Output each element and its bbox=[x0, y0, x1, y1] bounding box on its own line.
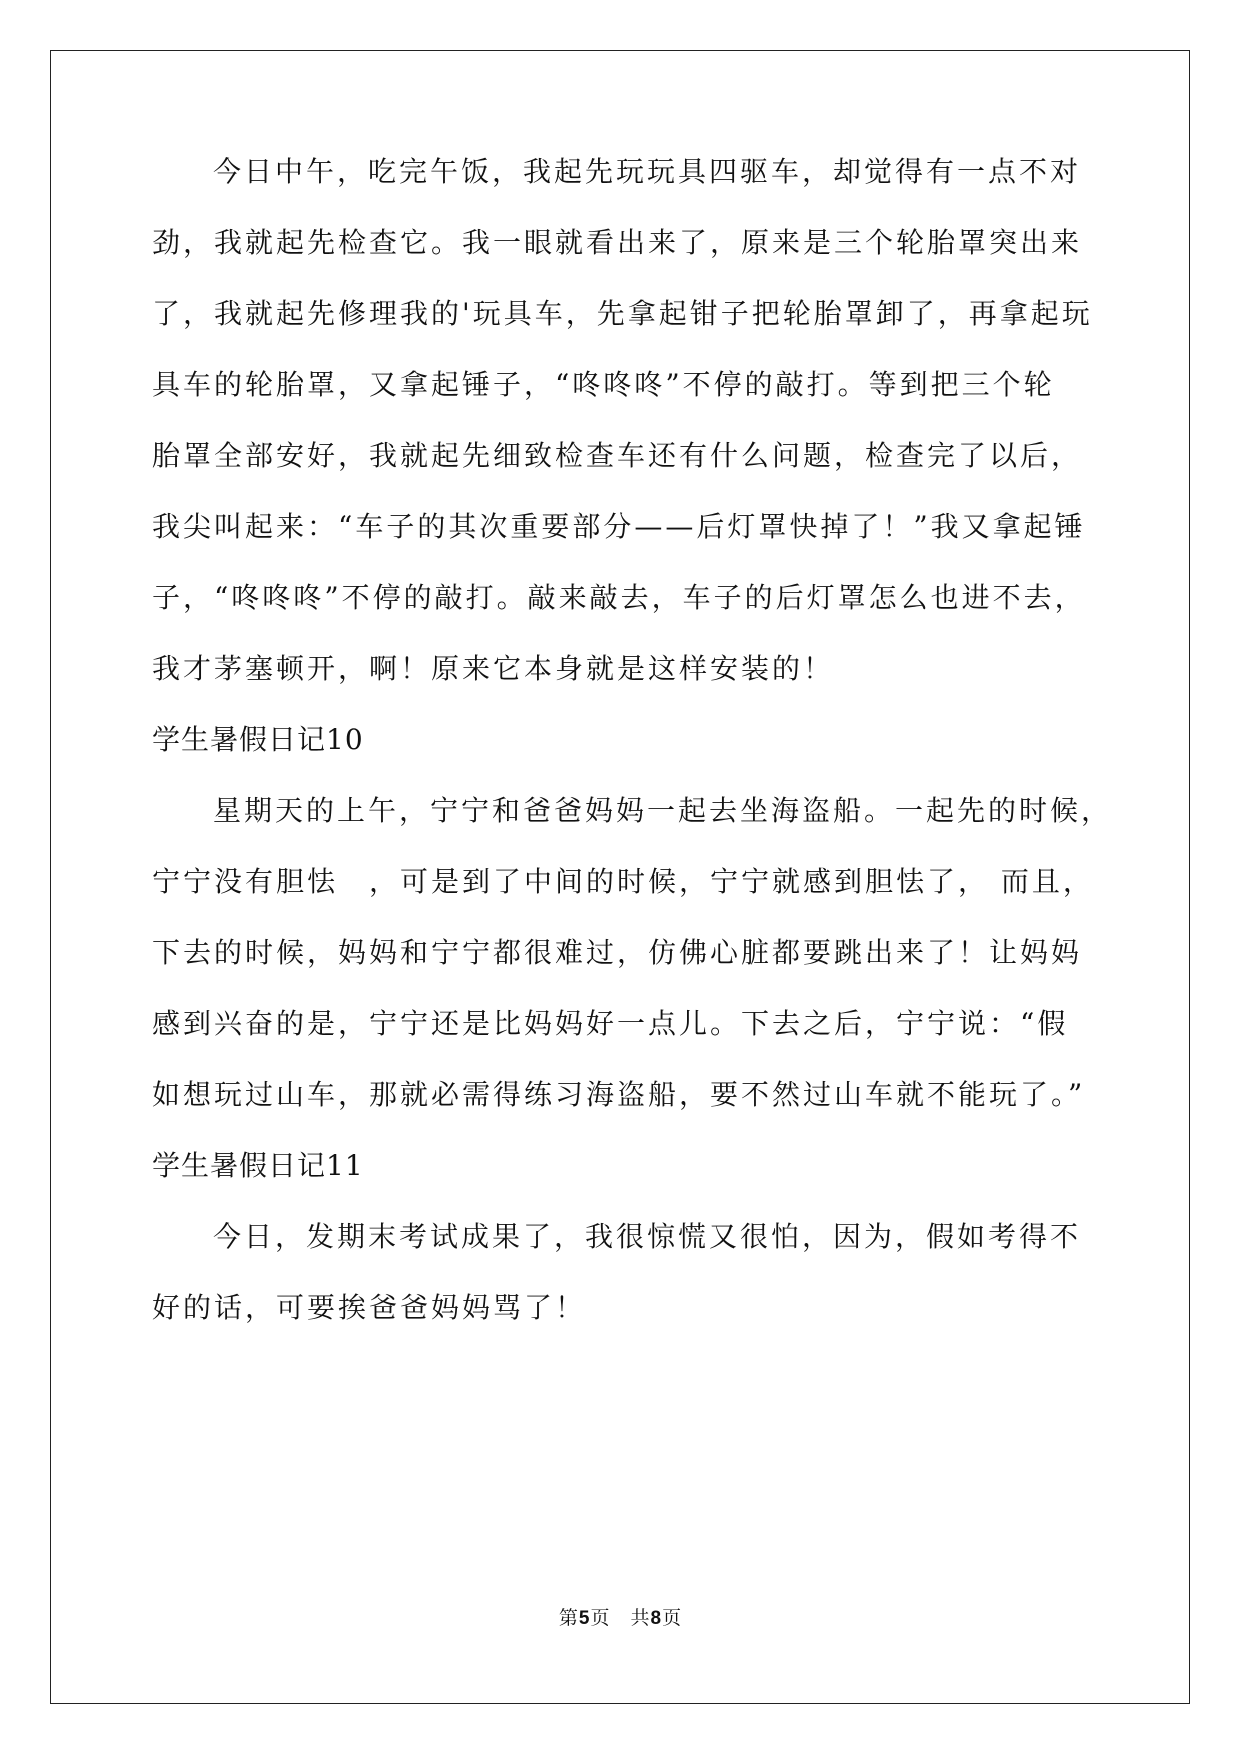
paragraph-line: 今日，发期末考试成果了，我很惊慌又很怕，因为，假如考得不 bbox=[213, 1220, 1082, 1253]
page-total: 8 bbox=[650, 1608, 663, 1629]
total-suffix: 页 bbox=[662, 1607, 683, 1629]
page-prefix: 第 bbox=[558, 1607, 579, 1629]
paragraph-line: 宁宁没有胆怯 ，可是到了中间的时候，宁宁就感到胆怯了， 而且， bbox=[152, 865, 1094, 898]
paragraph-line: 感到兴奋的是，宁宁还是比妈妈好一点儿。下去之后，宁宁说：“假 bbox=[152, 1007, 1069, 1040]
paragraph-line: 了，我就起先修理我的'玩具车，先拿起钳子把轮胎罩卸了，再拿起玩 bbox=[152, 297, 1093, 330]
paragraph-line: 星期天的上午，宁宁和爸爸妈妈一起去坐海盗船。一起先的时候， bbox=[213, 794, 1113, 827]
paragraph-line: 下去的时候，妈妈和宁宁都很难过，仿佛心脏都要跳出来了！让妈妈 bbox=[152, 936, 1083, 969]
paragraph-line: 胎罩全部安好，我就起先细致检查车还有什么问题，检查完了以后， bbox=[152, 439, 1083, 472]
page-current: 5 bbox=[578, 1608, 591, 1629]
paragraph-line: 今日中午，吃完午饭，我起先玩玩具四驱车，却觉得有一点不对 bbox=[213, 155, 1082, 188]
paragraph-line: 具车的轮胎罩，又拿起锤子，“咚咚咚”不停的敲打。等到把三个轮 bbox=[152, 368, 1055, 401]
page-footer bbox=[0, 1606, 1241, 1631]
total-prefix: 共 bbox=[630, 1607, 651, 1629]
paragraph-line: 劲，我就起先检查它。我一眼就看出来了，原来是三个轮胎罩突出来 bbox=[152, 226, 1083, 259]
paragraph-line: 如想玩过山车，那就必需得练习海盗船，要不然过山车就不能玩了。” bbox=[152, 1078, 1086, 1111]
section-heading: 学生暑假日记11 bbox=[152, 1149, 364, 1182]
paragraph-line: 我尖叫起来：“车子的其次重要部分——后灯罩快掉了！”我又拿起锤 bbox=[152, 510, 1086, 543]
paragraph-line: 我才茅塞顿开，啊！原来它本身就是这样安装的！ bbox=[152, 652, 835, 685]
section-heading: 学生暑假日记10 bbox=[152, 723, 364, 756]
paragraph-line: 子，“咚咚咚”不停的敲打。敲来敲去，车子的后灯罩怎么也进不去， bbox=[152, 581, 1086, 614]
paragraph-line: 好的话，可要挨爸爸妈妈骂了！ bbox=[152, 1291, 587, 1324]
page-suffix: 页 bbox=[590, 1607, 611, 1629]
